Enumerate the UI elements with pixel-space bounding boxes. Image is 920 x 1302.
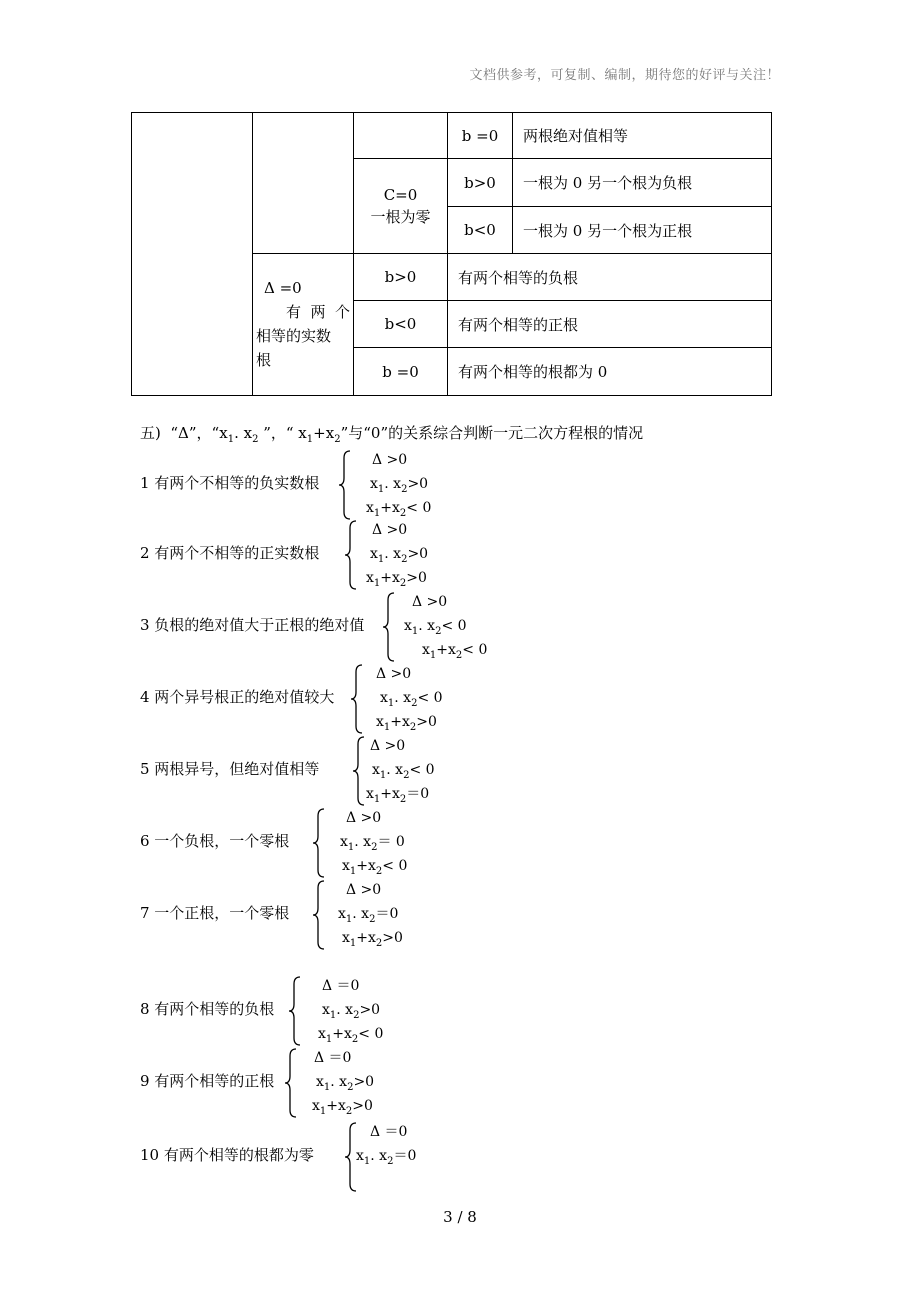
delta-line2: 有 两 个: [286, 303, 350, 321]
condition-product: $x_1$. $x_2>0$: [322, 1002, 381, 1021]
header-note: 文档供参考，可复制、编制，期待您的好评与关注！: [469, 68, 780, 83]
condition-product: $x_1$. $x_2>0$: [370, 476, 429, 495]
table-cell-cond: b<0: [384, 315, 417, 333]
table-border-bottom: [131, 395, 772, 396]
table-cell-result: 两根绝对值相等: [523, 127, 629, 145]
condition-sum: $x_1+x_2< 0$: [318, 1026, 384, 1045]
table-cell-cond: b =0: [461, 126, 499, 145]
condition-label: 6 一个负根，一个零根: [140, 832, 290, 850]
condition-label: 9 有两个相等的正根: [140, 1072, 275, 1090]
condition-delta: Δ ＝0: [314, 1050, 352, 1066]
condition-item: [140, 974, 840, 1046]
condition-label: 2 有两个不相等的正实数根: [140, 544, 320, 562]
table-cell-cond: b =0: [382, 362, 419, 381]
condition-delta: Δ >0: [372, 452, 408, 468]
condition-label: 1 有两个不相等的负实数根: [140, 474, 320, 492]
condition-sum: $x_1+x_2=0$: [366, 786, 430, 805]
condition-label: 3 负根的绝对值大于正根的绝对值: [140, 616, 365, 634]
c-zero-line1: C=0: [383, 186, 418, 204]
condition-delta: Δ >0: [346, 882, 382, 898]
table-cell-result: 有两个相等的正根: [458, 315, 579, 334]
condition-sum: $x_1+x_2< 0$: [342, 858, 408, 877]
table-cell-c-zero: [354, 159, 447, 253]
table-cell-result: 有两个相等的根都为 0: [458, 363, 608, 381]
condition-delta: Δ >0: [372, 522, 408, 538]
section-title: 五) “Δ”，“$x_1$. $x_2$ ”，“ $x_1+x_2$”与“0”的关系综合判断一元二次方程根的情况: [140, 424, 644, 445]
condition-delta: Δ >0: [346, 810, 382, 826]
brace-icon: [288, 976, 302, 1046]
condition-item: [140, 806, 840, 878]
condition-product: $x_1$. $x_2>0$: [316, 1074, 375, 1093]
brace-icon: [382, 592, 396, 662]
condition-sum: $x_1+x_2>0$: [366, 570, 427, 589]
condition-label: 7 一个正根，一个零根: [140, 904, 290, 922]
condition-item: [140, 734, 840, 806]
condition-sum: $x_1+x_2< 0$: [422, 642, 488, 661]
brace-icon: [344, 520, 358, 590]
c-zero-line2: 一根为零: [370, 208, 431, 226]
condition-sum: $x_1+x_2>0$: [342, 930, 403, 949]
condition-item: [140, 878, 840, 950]
table-cell-cond: b<0: [464, 221, 496, 239]
delta-line4: 根: [256, 351, 272, 369]
brace-icon: [312, 880, 326, 950]
delta-line1: Δ =0: [264, 279, 302, 297]
brace-icon: [338, 450, 352, 520]
condition-delta: Δ >0: [412, 594, 448, 610]
table-cell-result: 有两个相等的负根: [458, 268, 579, 287]
condition-item: [140, 518, 840, 590]
page-number: 3 / 8: [443, 1208, 477, 1226]
table-cell-cond: b>0: [464, 173, 496, 192]
condition-item: [140, 590, 840, 662]
condition-product: $x_1$. $x_2>0$: [370, 546, 429, 565]
condition-product: $x_1$. $x_2=0$: [356, 1148, 417, 1167]
condition-product: $x_1$. $x_2= 0$: [340, 834, 405, 853]
condition-label: 5 两根异号，但绝对值相等: [140, 760, 320, 778]
condition-label: 10 有两个相等的根都为零: [140, 1146, 314, 1164]
condition-sum: $x_1+x_2>0$: [376, 714, 437, 733]
table-cell-cond: b>0: [384, 268, 417, 286]
table-border-right: [771, 112, 772, 396]
condition-delta: Δ >0: [376, 666, 412, 682]
delta-line3: 相等的实数: [256, 327, 332, 345]
condition-item: [140, 662, 840, 734]
table-cell-result: 一根为 0 另一个根为正根: [523, 221, 693, 240]
condition-product: $x_1$. $x_2=0$: [338, 906, 399, 925]
brace-icon: [350, 664, 364, 734]
table-border-left: [131, 112, 132, 396]
condition-label: 4 两个异号根正的绝对值较大: [140, 688, 335, 706]
condition-sum: $x_1+x_2< 0$: [366, 500, 432, 519]
brace-icon: [352, 736, 366, 806]
condition-item: [140, 1120, 840, 1192]
condition-delta: Δ ＝0: [370, 1124, 408, 1140]
condition-label: 8 有两个相等的负根: [140, 1000, 275, 1018]
table-cell-delta-zero: [256, 276, 350, 372]
brace-icon: [312, 808, 326, 878]
condition-item: [140, 448, 840, 520]
vline-1: [252, 112, 253, 396]
condition-delta: Δ >0: [370, 738, 406, 754]
condition-delta: Δ ＝0: [322, 978, 360, 994]
table-cell-result: 一根为 0 另一个根为负根: [523, 174, 693, 192]
condition-product: $x_1$. $x_2< 0$: [380, 690, 443, 709]
condition-product: $x_1$. $x_2< 0$: [372, 762, 435, 781]
condition-sum: $x_1+x_2>0$: [312, 1098, 373, 1117]
condition-product: $x_1$. $x_2< 0$: [404, 618, 467, 637]
brace-icon: [284, 1048, 298, 1118]
condition-item: [140, 1046, 840, 1118]
